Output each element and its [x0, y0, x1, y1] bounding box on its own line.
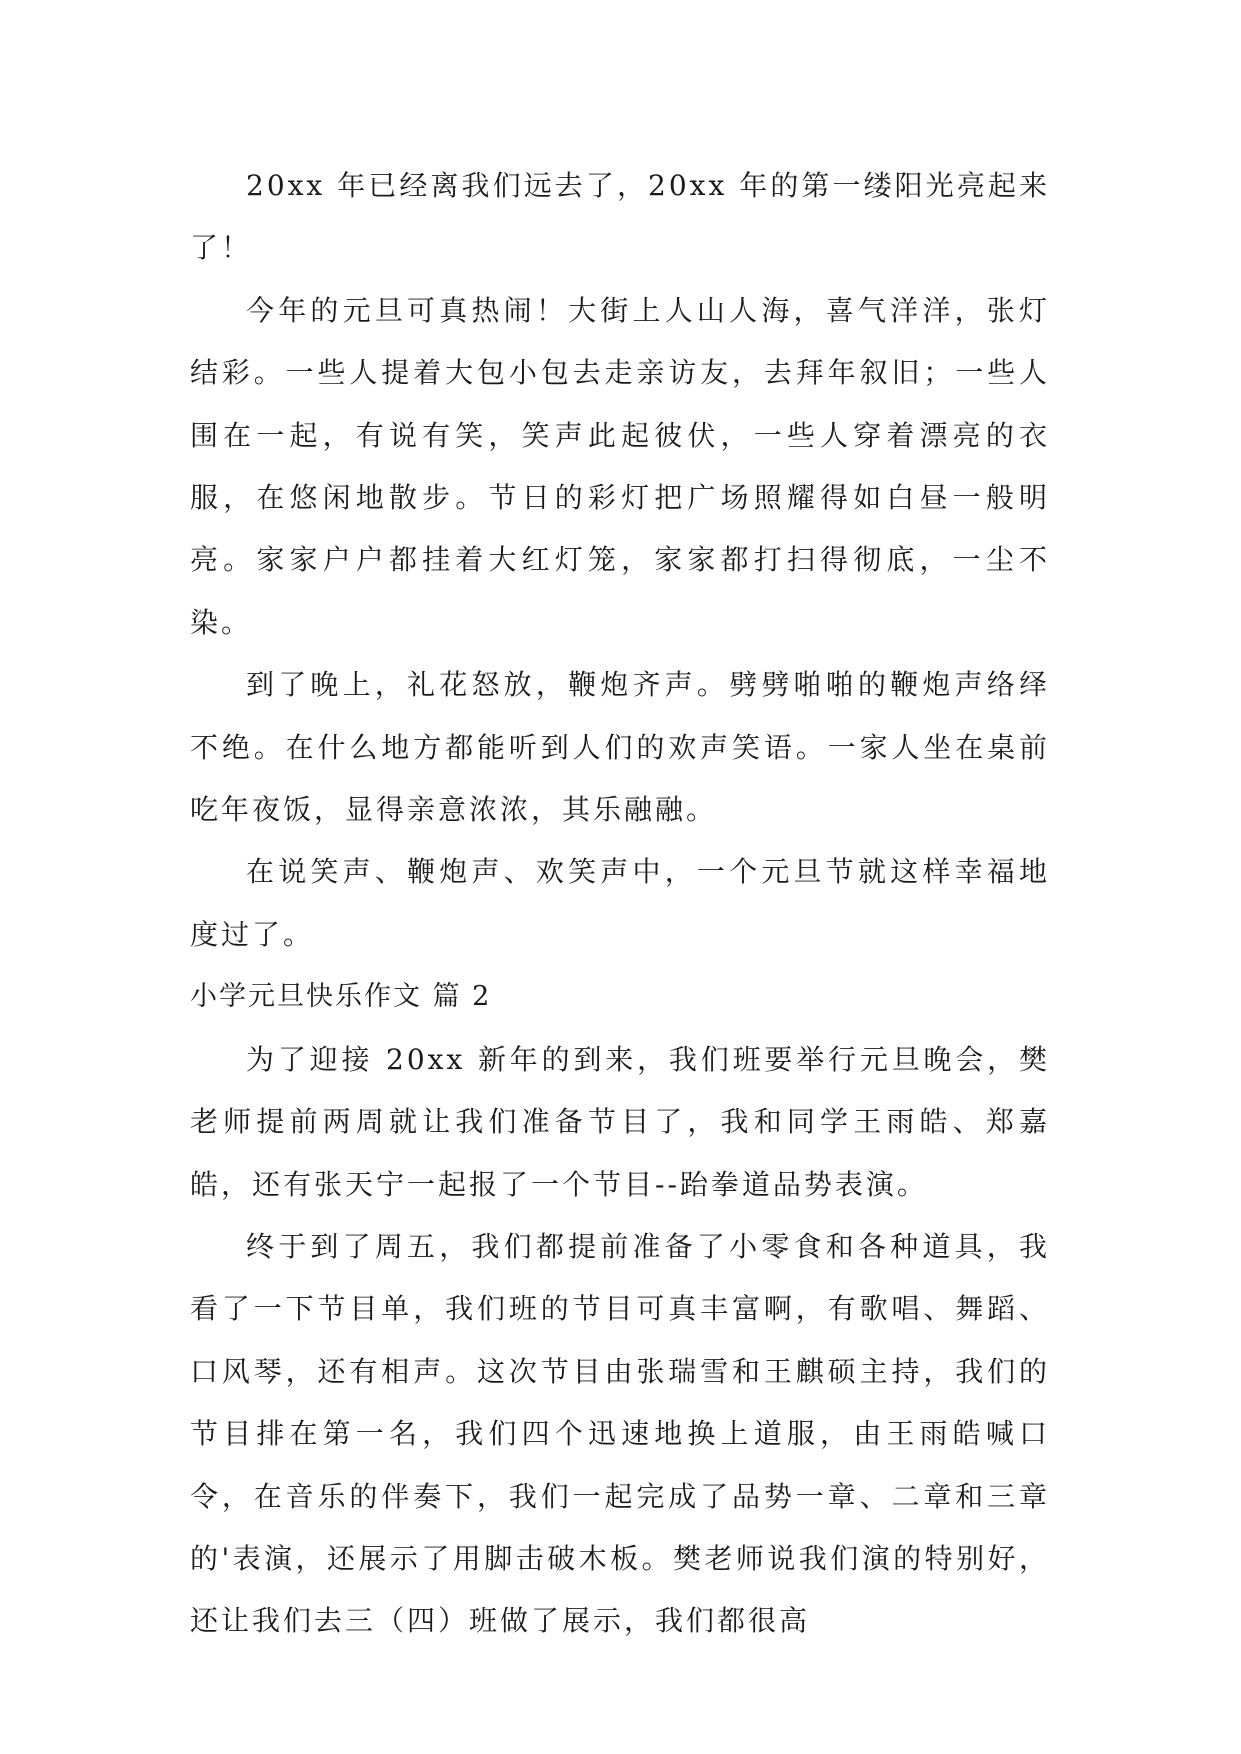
paragraph: 20xx 年已经离我们远去了，20xx 年的第一缕阳光亮起来了！ — [190, 169, 1050, 265]
document-body — [190, 155, 1050, 1653]
paragraph: 今年的元旦可真热闹！大街上人山人海，喜气洋洋，张灯结彩。一些人提着大包小包去走亲访友，去拜年叙旧；一些人围在一起，有说有笑，笑声此起彼伏，一些人穿着漂亮的衣服，在悠闲地散步。节日的彩灯把广场照耀得如白昼一般明亮。家家户户都挂着大红灯笼，家家都打扫得彻底，一尘不染。 — [190, 293, 1050, 639]
section-heading: 小学元旦快乐作文 篇 2 — [190, 981, 492, 1013]
paragraph: 终于到了周五，我们都提前准备了小零食和各种道具，我看了一下节目单，我们班的节目可真丰富啊，有歌唱、舞蹈、口风琴，还有相声。这次节目由张瑞雪和王麒硕主持，我们的节目排在第一名，我们四个迅速地换上道服，由王雨皓喊口令，在音乐的伴奏下，我们一起完成了品势一章、二章和三章的'表演，还展示了用脚击破木板。樊老师说我们演的特别好，还让我们去三（四）班做了展示，我们都很高 — [190, 1229, 1050, 1638]
paragraph: 为了迎接 20xx 新年的到来，我们班要举行元旦晚会，樊老师提前两周就让我们准备节目了，我和同学王雨皓、郑嘉皓，还有张天宁一起报了一个节目--跆拳道品势表演。 — [190, 1042, 1050, 1201]
paragraph: 到了晚上，礼花怒放，鞭炮齐声。劈劈啪啪的鞭炮声络绎不绝。在什么地方都能听到人们的欢声笑语。一家人坐在桌前吃年夜饭，显得亲意浓浓，其乐融融。 — [190, 668, 1050, 827]
paragraph: 在说笑声、鞭炮声、欢笑声中，一个元旦节就这样幸福地度过了。 — [190, 855, 1050, 951]
